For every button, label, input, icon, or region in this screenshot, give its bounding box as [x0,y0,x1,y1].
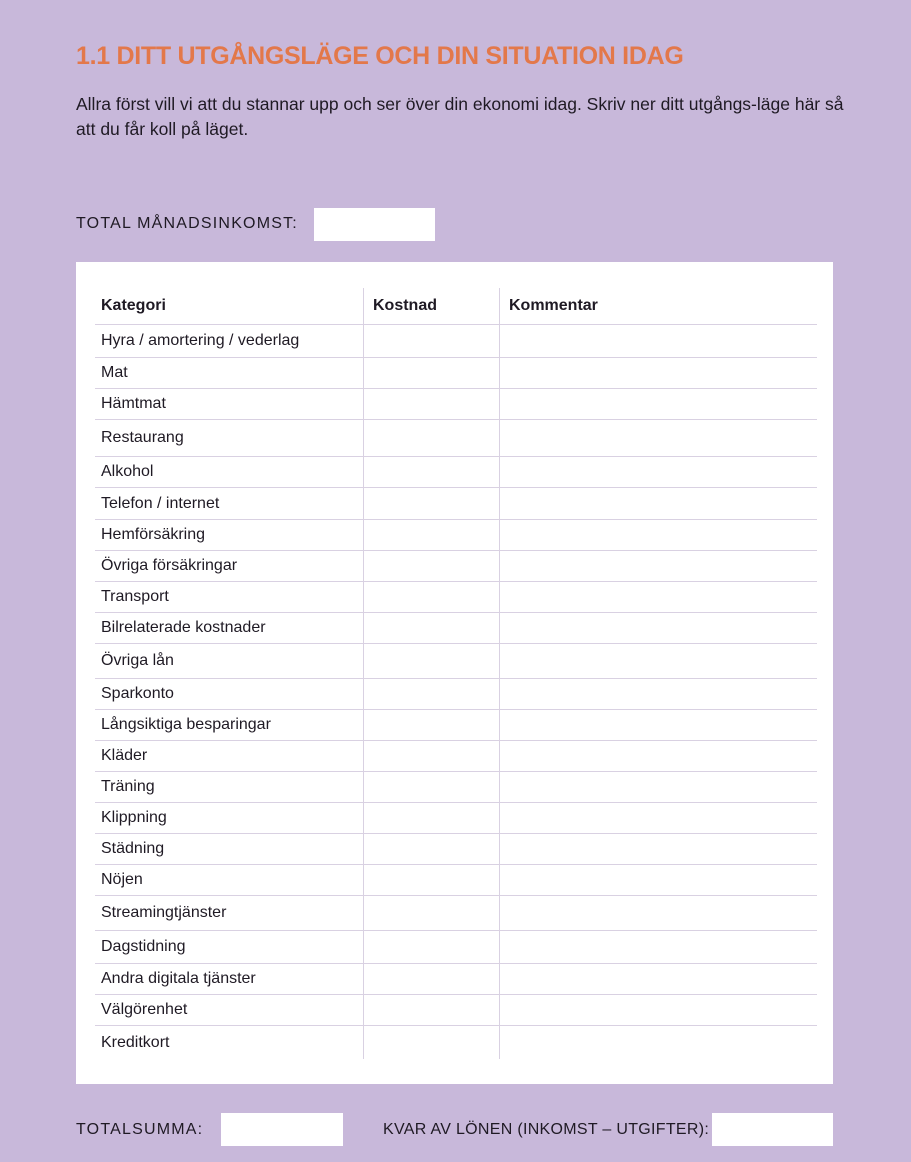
row-category-label: Hyra / amortering / vederlag [101,332,300,349]
row-cost-input[interactable] [364,582,511,612]
row-comment-input[interactable] [500,420,828,456]
table-row [95,896,817,931]
row-cost-input[interactable] [364,772,511,802]
row-comment-input[interactable] [500,551,828,581]
header-comment: Kommentar [509,297,598,314]
row-cost-input[interactable] [364,457,511,487]
row-category-label: Hemförsäkring [101,526,206,543]
table-row [95,551,817,582]
column-divider-cost [363,288,364,1059]
header-category: Kategori [101,297,166,314]
row-cost-input[interactable] [364,865,511,895]
row-cost-input[interactable] [364,710,511,740]
row-cost-input[interactable] [364,520,511,550]
remaining-input[interactable] [712,1113,833,1146]
row-cost-input[interactable] [364,834,511,864]
row-comment-input[interactable] [500,389,828,419]
table-row [95,488,817,520]
row-category-label: Hämtmat [101,395,166,412]
row-comment-input[interactable] [500,613,828,643]
row-cost-input[interactable] [364,551,511,581]
row-cost-input[interactable] [364,896,511,930]
header-cost: Kostnad [373,297,437,314]
row-cost-input[interactable] [364,964,511,994]
table-row [95,865,817,896]
row-cost-input[interactable] [364,679,511,709]
row-cost-input[interactable] [364,488,511,519]
table-row [95,358,817,389]
row-comment-input[interactable] [500,896,828,930]
table-row [95,741,817,772]
row-category-label: Kreditkort [101,1033,170,1051]
page-title: 1.1 DITT UTGÅNGSLÄGE OCH DIN SITUATION IDAG [76,42,684,70]
row-cost-input[interactable] [364,931,511,963]
row-comment-input[interactable] [500,325,828,357]
table-row [95,710,817,741]
row-comment-input[interactable] [500,931,828,963]
table-row [95,520,817,551]
remaining-label: KVAR AV LÖNEN (INKOMST – UTGIFTER): [383,1121,710,1138]
row-comment-input[interactable] [500,520,828,550]
table-row [95,834,817,865]
budget-table [76,262,833,1084]
table-row [95,325,817,358]
row-category-label: Streamingtjänster [101,904,227,921]
row-comment-input[interactable] [500,679,828,709]
row-comment-input[interactable] [500,995,828,1025]
table-row [95,644,817,679]
row-comment-input[interactable] [500,741,828,771]
row-category-label: Dagstidning [101,938,186,955]
row-category-label: Övriga lån [101,652,174,669]
row-category-label: Restaurang [101,429,184,446]
table-row [95,1026,817,1059]
table-row [95,931,817,964]
row-cost-input[interactable] [364,358,511,388]
row-comment-input[interactable] [500,772,828,802]
row-category-label: Andra digitala tjänster [101,970,256,987]
row-cost-input[interactable] [364,995,511,1025]
total-sum-input[interactable] [221,1113,343,1146]
table-row [95,420,817,457]
table-row [95,389,817,420]
row-cost-input[interactable] [364,1026,511,1059]
column-divider-comment [499,288,500,1059]
row-category-label: Kläder [101,747,148,764]
row-category-label: Övriga försäkringar [101,557,238,574]
row-comment-input[interactable] [500,964,828,994]
row-category-label: Klippning [101,809,167,826]
total-sum-label: TOTALSUMMA: [76,1121,204,1138]
table-row [95,995,817,1026]
row-comment-input[interactable] [500,582,828,612]
row-category-label: Alkohol [101,463,154,480]
row-category-label: Bilrelaterade kostnader [101,619,266,636]
row-category-label: Välgörenhet [101,1001,188,1018]
row-cost-input[interactable] [364,741,511,771]
income-input[interactable] [314,208,435,241]
table-row [95,582,817,613]
row-cost-input[interactable] [364,803,511,833]
intro-text: Allra först vill vi att du stannar upp och ser över din ekonomi idag. Skriv ner ditt utgångs-läge här så att du får koll på läget. [76,94,844,139]
table-header-row [95,288,817,325]
row-cost-input[interactable] [364,644,511,678]
row-category-label: Mat [101,364,128,381]
row-category-label: Telefon / internet [101,494,220,512]
table-row [95,964,817,995]
row-comment-input[interactable] [500,644,828,678]
row-category-label: Långsiktiga besparingar [101,716,271,733]
row-comment-input[interactable] [500,1026,828,1059]
table-row [95,679,817,710]
row-comment-input[interactable] [500,457,828,487]
row-category-label: Nöjen [101,871,143,888]
row-category-label: Träning [101,778,155,795]
row-cost-input[interactable] [364,613,511,643]
row-cost-input[interactable] [364,420,511,456]
row-comment-input[interactable] [500,834,828,864]
table-row [95,457,817,488]
row-comment-input[interactable] [500,710,828,740]
row-comment-input[interactable] [500,865,828,895]
table-row [95,772,817,803]
row-cost-input[interactable] [364,325,511,357]
row-category-label: Städning [101,840,165,857]
row-comment-input[interactable] [500,488,828,519]
row-category-label: Sparkonto [101,685,174,702]
income-label: TOTAL MÅNADSINKOMST: [76,215,298,232]
table-row [95,613,817,644]
row-comment-input[interactable] [500,803,828,833]
row-category-label: Transport [101,588,169,605]
table-row [95,803,817,834]
row-comment-input[interactable] [500,358,828,388]
row-cost-input[interactable] [364,389,511,419]
